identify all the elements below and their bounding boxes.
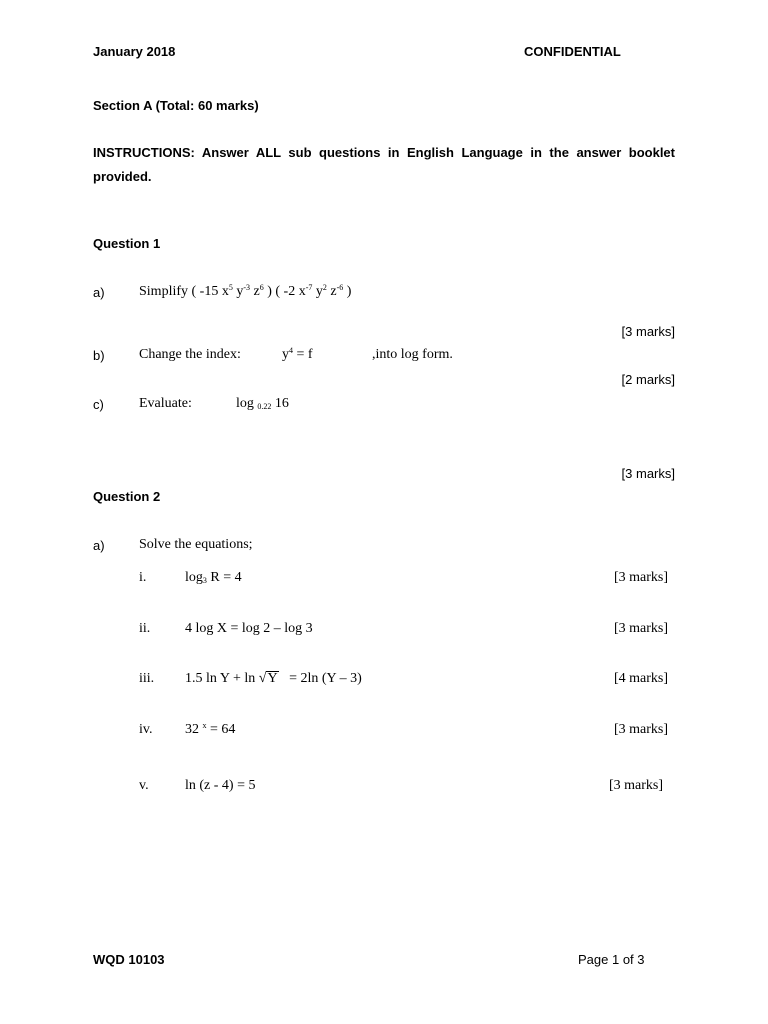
q1-c-marks: [3 marks] bbox=[621, 466, 675, 481]
q1-a-expression: Simplify ( -15 $x^5$ $y^{-3}$ $z^6$ ) ( -2 $x^{-7}$ $y^2$ $z^{-6}$ ) bbox=[139, 283, 352, 299]
q2-item-expression: $\log_3 R = 4$ bbox=[185, 570, 242, 585]
footer-course-code: WQD 10103 bbox=[93, 952, 165, 967]
question-1-title: Question 1 bbox=[93, 236, 161, 251]
header-classification: CONFIDENTIAL bbox=[524, 44, 621, 59]
q1-c-label: c) bbox=[93, 397, 104, 412]
q2-item-marks: [3 marks] bbox=[613, 621, 668, 636]
q2-item-expression: 32 $^x$ = 64 bbox=[185, 721, 236, 737]
footer-page-number: Page 1 of 3 bbox=[578, 952, 645, 967]
q2-item-number: v. bbox=[139, 778, 149, 793]
q1-b-instruction: ,into log form. bbox=[372, 347, 453, 362]
q1-a-label: a) bbox=[93, 285, 105, 300]
q2-a-text: Solve the equations; bbox=[139, 537, 253, 552]
q2-item-marks: [3 marks] bbox=[608, 778, 663, 793]
q1-b-marks: [2 marks] bbox=[621, 372, 675, 387]
q2-item-number: iii. bbox=[139, 671, 155, 686]
q1-c-expression: log $_{0.22}$ 16 bbox=[236, 396, 289, 411]
q2-a-label: a) bbox=[93, 538, 105, 553]
q2-item-number: i. bbox=[139, 570, 147, 585]
q2-item-number: ii. bbox=[139, 621, 151, 636]
question-2-title: Question 2 bbox=[93, 489, 161, 504]
q1-a-marks: [3 marks] bbox=[621, 324, 675, 339]
q2-item-expression: 4 log X = log 2 – log 3 bbox=[185, 621, 313, 636]
section-title: Section A (Total: 60 marks) bbox=[93, 98, 259, 113]
q2-item-expression: 1.5 ln Y + ln √Y = 2ln (Y – 3) bbox=[185, 671, 362, 686]
q2-item-marks: [3 marks] bbox=[613, 570, 668, 585]
q1-c-text: Evaluate: bbox=[139, 396, 192, 411]
q1-b-label: b) bbox=[93, 348, 105, 363]
q2-item-marks: [4 marks] bbox=[613, 671, 668, 686]
header-date: January 2018 bbox=[93, 44, 176, 59]
q1-b-text: Change the index: bbox=[139, 347, 241, 362]
instructions: INSTRUCTIONS: Answer ALL sub questions in English Language in the answer booklet provided. bbox=[93, 145, 675, 184]
q1-b-expression: $y^4 = f$ bbox=[282, 346, 313, 362]
q2-item-number: iv. bbox=[139, 722, 153, 737]
q2-item-marks: [3 marks] bbox=[613, 722, 668, 737]
q2-item-expression: ln (z - 4) = 5 bbox=[185, 778, 256, 793]
